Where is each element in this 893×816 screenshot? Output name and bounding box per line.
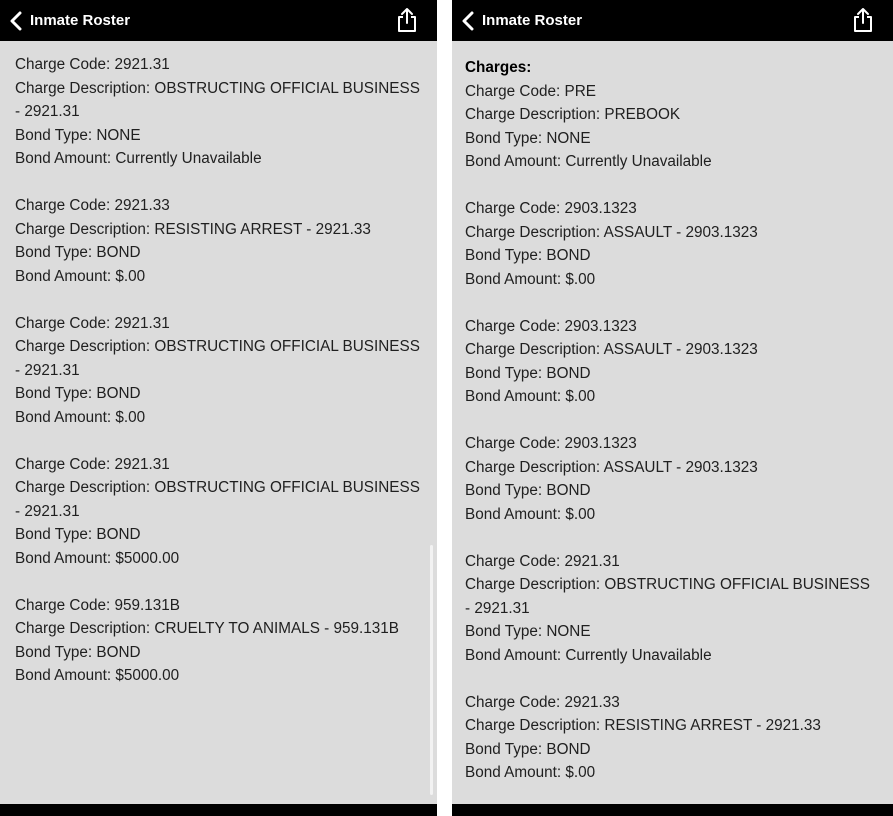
charge-description: Charge Description: CRUELTY TO ANIMALS - 959.131B — [15, 620, 400, 637]
bond-amount: Bond Amount: $.00 — [15, 267, 146, 285]
bond-type: Bond Type: NONE — [465, 623, 591, 640]
bond-amount: Bond Amount: Currently Unavailable — [15, 150, 262, 167]
bottom-bar — [0, 804, 437, 816]
chevron-left-icon — [10, 11, 22, 31]
charge-item — [465, 550, 879, 668]
charge-item — [465, 315, 879, 409]
bond-type: Bond Type: BOND — [465, 364, 591, 382]
charge-item — [465, 691, 879, 785]
bond-type: Bond Type: NONE — [15, 126, 141, 144]
charge-description: Charge Description: ASSAULT - 2903.1323 — [465, 223, 758, 241]
charge-item — [15, 453, 423, 571]
charges-list[interactable] — [452, 41, 893, 804]
share-icon[interactable] — [851, 7, 875, 33]
bond-amount: Bond Amount: $.00 — [465, 270, 596, 288]
screenshot-divider — [437, 0, 452, 816]
charge-code: Charge Code: 2921.31 — [15, 455, 170, 473]
charge-description: Charge Description: ASSAULT - 2903.1323 — [465, 341, 758, 358]
charges-heading: Charges: — [465, 59, 532, 76]
bond-type: Bond Type: BOND — [15, 244, 141, 261]
charge-code: Charge Code: 2921.33 — [465, 693, 620, 711]
bond-type: Bond Type: BOND — [15, 643, 141, 661]
charge-code: Charge Code: 2921.31 — [15, 314, 170, 332]
scroll-indicator[interactable] — [430, 545, 433, 795]
bond-amount: Bond Amount: $.00 — [465, 388, 596, 405]
back-label: Inmate Roster — [30, 12, 131, 29]
chevron-left-icon — [462, 11, 474, 31]
charge-item — [15, 194, 423, 288]
bond-amount: Bond Amount: $.00 — [465, 764, 596, 781]
charge-item — [465, 432, 879, 526]
charge-code: Charge Code: 2921.33 — [15, 197, 170, 214]
charge-description: Charge Description: ASSAULT - 2903.1323 — [465, 458, 758, 476]
charge-description: Charge Description: RESISTING ARREST - 2921.33 — [15, 220, 371, 238]
back-label: Inmate Roster — [482, 12, 583, 29]
bond-amount: Bond Amount: Currently Unavailable — [465, 646, 712, 664]
nav-bar — [452, 0, 893, 41]
bond-type: Bond Type: BOND — [15, 526, 141, 543]
charge-description: Charge Description: OBSTRUCTING OFFICIAL BUSINESS - 2921.31 — [15, 479, 420, 520]
bond-amount: Bond Amount: $5000.00 — [15, 549, 180, 567]
charge-code: Charge Code: 2921.31 — [15, 56, 170, 73]
charge-description: Charge Description: OBSTRUCTING OFFICIAL BUSINESS - 2921.31 — [465, 576, 870, 617]
charge-item — [15, 53, 423, 171]
bond-amount: Bond Amount: $.00 — [15, 408, 146, 426]
charge-code: Charge Code: PRE — [465, 82, 596, 100]
charge-item — [465, 80, 879, 174]
charge-item — [15, 312, 423, 430]
charge-code: Charge Code: 2921.31 — [465, 552, 620, 570]
bond-type: Bond Type: BOND — [465, 247, 591, 264]
charge-code: Charge Code: 2903.1323 — [465, 317, 637, 335]
bond-type: Bond Type: BOND — [15, 385, 141, 402]
charge-description: Charge Description: OBSTRUCTING OFFICIAL BUSINESS - 2921.31 — [15, 79, 420, 120]
charge-description: Charge Description: RESISTING ARREST - 2921.33 — [465, 717, 821, 734]
charges-list[interactable] — [0, 41, 437, 804]
right-screen — [452, 0, 893, 816]
charge-item — [465, 197, 879, 291]
bond-amount: Bond Amount: $5000.00 — [15, 667, 180, 684]
charge-description: Charge Description: PREBOOK — [465, 106, 681, 123]
bond-amount: Bond Amount: Currently Unavailable — [465, 153, 712, 170]
charge-description: Charge Description: OBSTRUCTING OFFICIAL BUSINESS - 2921.31 — [15, 338, 420, 379]
share-icon[interactable] — [395, 7, 419, 33]
bottom-bar — [452, 804, 893, 816]
bond-type: Bond Type: BOND — [465, 482, 591, 499]
back-button[interactable] — [10, 0, 130, 41]
bond-type: Bond Type: BOND — [465, 740, 591, 758]
back-button[interactable] — [462, 0, 582, 41]
nav-bar — [0, 0, 437, 41]
charge-code: Charge Code: 2903.1323 — [465, 435, 637, 452]
charge-item — [15, 594, 423, 688]
charge-code: Charge Code: 959.131B — [15, 596, 180, 614]
bond-amount: Bond Amount: $.00 — [465, 505, 596, 523]
left-screen — [0, 0, 437, 816]
bond-type: Bond Type: NONE — [465, 129, 591, 147]
charge-code: Charge Code: 2903.1323 — [465, 200, 637, 217]
